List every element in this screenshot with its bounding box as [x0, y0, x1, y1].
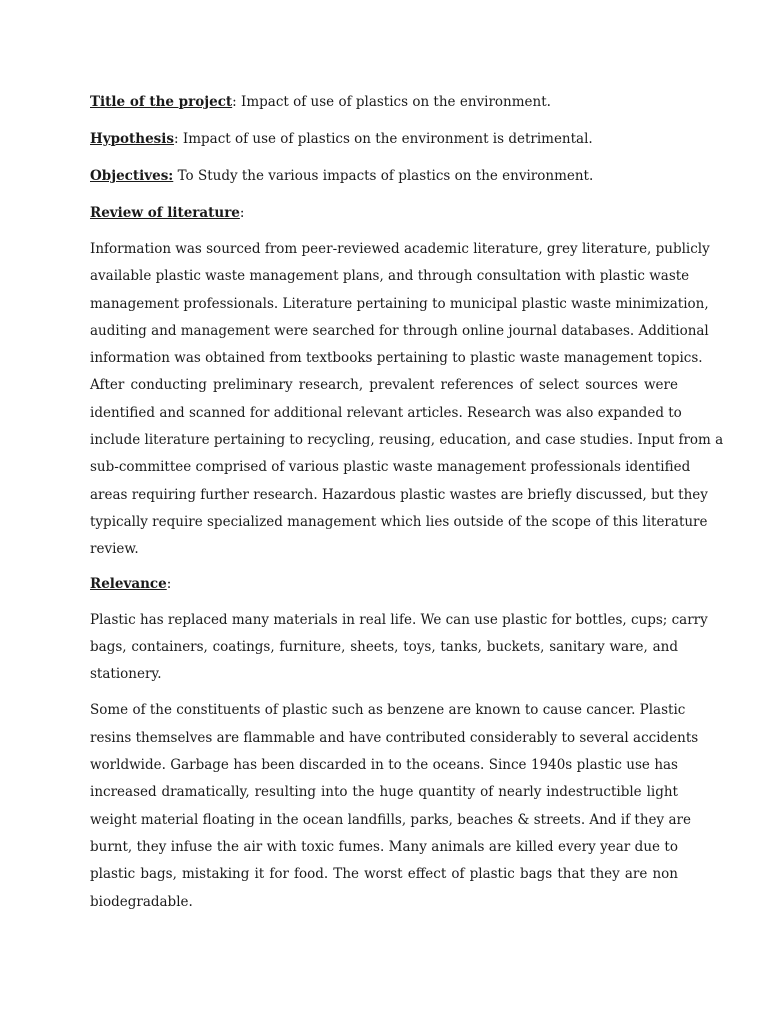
- relevance-line: increased dramatically, resulting into the huge quantity of nearly indestructible light: [90, 784, 678, 801]
- hypothesis-label: Hypothesis: [90, 131, 175, 147]
- review-line: include literature pertaining to recycling, reusing, education, and case studies. Input from a: [90, 432, 724, 449]
- relevance-line: weight material floating in the ocean landfills, parks, beaches & streets. And if they are: [90, 811, 691, 828]
- title-text: Impact of use of plastics on the environment.: [236, 94, 551, 110]
- objectives-line: [90, 165, 678, 187]
- review-line: management professionals. Literature pertaining to municipal plastic waste minimization,: [90, 295, 709, 312]
- review-line: After conducting preliminary research, prevalent references of select sources were: [90, 377, 678, 394]
- review-line: auditing and management were searched for through online journal databases. Additional: [90, 322, 709, 339]
- review-line: available plastic waste management plans, and through consultation with plastic waste: [90, 268, 690, 285]
- review-line: information was obtained from textbooks pertaining to plastic waste management topics.: [90, 350, 703, 367]
- objectives-label: Objectives:: [90, 168, 174, 184]
- title-line: [90, 91, 678, 113]
- relevance-line: stationery.: [90, 666, 162, 683]
- review-line: review.: [90, 541, 139, 558]
- review-paragraph: [90, 236, 724, 564]
- review-line: sub-committee comprised of various plastic waste management professionals identified: [90, 459, 691, 476]
- hypothesis-sep: :: [174, 131, 179, 147]
- relevance-heading: [90, 573, 678, 595]
- hypothesis-text: Impact of use of plastics on the environment is detrimental.: [178, 131, 593, 147]
- relevance-paragraph-2: [90, 697, 699, 915]
- title-label: Title of the project: [90, 94, 233, 110]
- relevance-line: Plastic has replaced many materials in real life. We can use plastic for bottles, cups; carry: [90, 611, 708, 628]
- review-label: Review of literature: [90, 205, 240, 221]
- review-sep: :: [239, 205, 245, 221]
- relevance-line: resins themselves are flammable and have contributed considerably to several accidents: [90, 729, 699, 746]
- relevance-line: burnt, they infuse the air with toxic fumes. Many animals are killed every year due to: [90, 838, 678, 855]
- relevance-paragraph-1: [90, 607, 708, 689]
- relevance-line: bags, containers, coatings, furniture, sheets, toys, tanks, buckets, sanitary ware, and: [90, 638, 678, 655]
- objectives-text: To Study the various impacts of plastics on the environment.: [173, 168, 594, 184]
- title-sep: :: [232, 94, 237, 110]
- review-line: areas requiring further research. Hazardous plastic wastes are briefly discussed, but they: [90, 486, 708, 503]
- document-page: [90, 91, 724, 925]
- relevance-label: Relevance: [90, 575, 167, 592]
- relevance-sep: :: [166, 575, 172, 592]
- relevance-line: worldwide. Garbage has been discarded in to the oceans. Since 1940s plastic use has: [90, 757, 678, 774]
- review-line: identified and scanned for additional relevant articles. Research was also expanded to: [90, 404, 682, 421]
- relevance-line: Some of the constituents of plastic such as benzene are known to cause cancer. Plastic: [90, 702, 686, 719]
- relevance-line: biodegradable.: [90, 893, 193, 910]
- review-heading: [90, 202, 678, 224]
- review-line: typically require specialized management which lies outside of the scope of this literature: [90, 513, 708, 530]
- review-line: Information was sourced from peer-reviewed academic literature, grey literature, publicly: [90, 241, 710, 257]
- relevance-line: plastic bags, mistaking it for food. The worst effect of plastic bags that they are non: [90, 866, 678, 883]
- hypothesis-line: [90, 128, 678, 150]
